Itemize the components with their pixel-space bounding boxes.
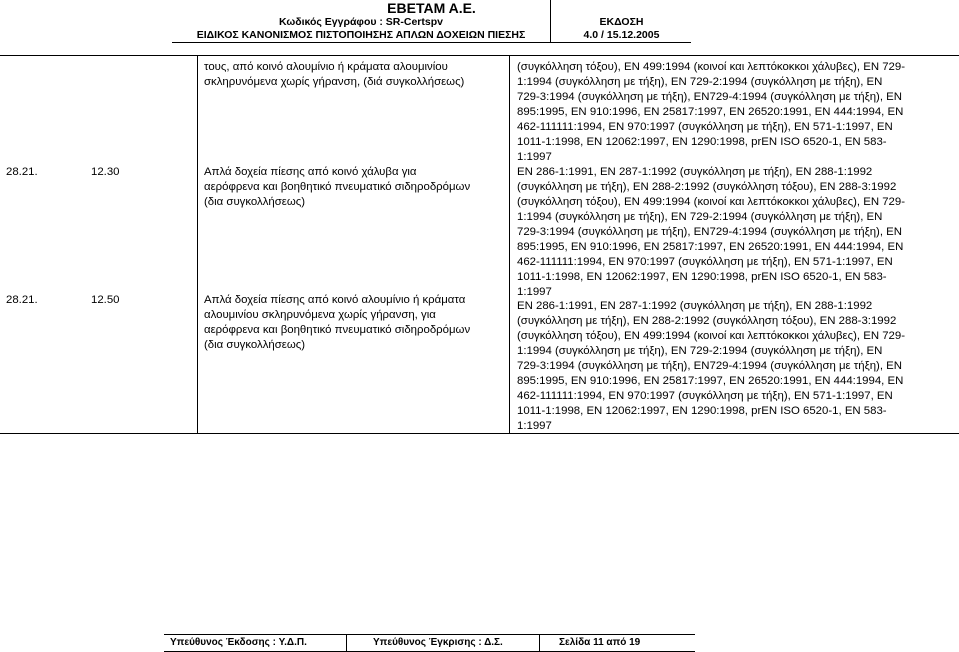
header-edition-info bbox=[550, 0, 692, 42]
standards-line: 462-111111:1994, EN 970:1997 (συγκόλληση με τήξη), EN 571-1:1997, EN bbox=[517, 390, 893, 402]
description-line: Απλά δοχεία πίεσης από κοινό χάλυβα για bbox=[204, 166, 417, 178]
code-suffix: 12.50 bbox=[91, 294, 120, 306]
standards-line: 1011-1:1998, EN 12062:1997, EN 1290:1998, prEN ISO 6520-1, EN 583- bbox=[517, 271, 887, 283]
standards-line: 1:1997 bbox=[517, 286, 552, 298]
standards-line: 895:1995, EN 910:1996, EN 25817:1997, EN 26520:1991, EN 444:1994, EN bbox=[517, 106, 904, 118]
company-title: ΕΒΕΤΑΜ Α.Ε. bbox=[387, 0, 476, 16]
standards-line: 1:1994 (συγκόλληση με τήξη), EN 729-2:1994 (συγκόλληση με τήξη), EN bbox=[517, 211, 883, 223]
description-line: τους, από κοινό αλουμίνιο ή κράματα αλουμινίου bbox=[204, 61, 448, 73]
description-line: (δια συγκολλήσεως) bbox=[204, 339, 306, 351]
standards-line: 729-3:1994 (συγκόλληση με τήξη), EN729-4:1994 (συγκόλληση με τήξη), EN bbox=[517, 360, 903, 372]
standards-line: (συγκόλληση με τήξη), EN 288-2:1992 (συγκόλληση τόξου), EN 288-3:1992 bbox=[517, 315, 897, 327]
standards-line: 729-3:1994 (συγκόλληση με τήξη), EN729-4:1994 (συγκόλληση με τήξη), EN bbox=[517, 226, 903, 238]
code-suffix: 12.30 bbox=[91, 166, 120, 178]
standards-table bbox=[0, 55, 959, 434]
document-code: Κωδικός Εγγράφου : SR-Certspv bbox=[279, 16, 443, 28]
document-footer bbox=[164, 634, 695, 652]
code-prefix: 28.21. bbox=[6, 166, 38, 178]
standards-line: 895:1995, EN 910:1996, EN 25817:1997, EN 26520:1991, EN 444:1994, EN bbox=[517, 241, 904, 253]
standards-line: 895:1995, EN 910:1996, EN 25817:1997, EN 26520:1991, EN 444:1994, EN bbox=[517, 375, 904, 387]
description-line: αλουμινίου σκληρυνόμενα χωρίς γήρανση, για bbox=[204, 309, 436, 321]
column-divider bbox=[509, 56, 510, 433]
code-prefix: 28.21. bbox=[6, 294, 38, 306]
document-name: ΕΙΔΙΚΟΣ ΚΑΝΟΝΙΣΜΟΣ ΠΙΣΤΟΠΟΙΗΣΗΣ ΑΠΛΩΝ ΔΟΧΕΙΩΝ ΠΙΕΣΗΣ bbox=[196, 29, 526, 41]
footer-approver: Υπεύθυνος Έγκρισης : Δ.Σ. bbox=[373, 637, 503, 648]
header-document-info bbox=[172, 0, 550, 42]
standards-line: 729-3:1994 (συγκόλληση με τήξη), EN729-4:1994 (συγκόλληση με τήξη), EN bbox=[517, 91, 903, 103]
standards-line: (συγκόλληση με τήξη), EN 288-2:1992 (συγκόλληση τόξου), EN 288-3:1992 bbox=[517, 181, 897, 193]
description-line: σκληρυνόμενα χωρίς γήρανση, (διά συγκολλήσεως) bbox=[204, 76, 465, 88]
standards-line: 1011-1:1998, EN 12062:1997, EN 1290:1998, prEN ISO 6520-1, EN 583- bbox=[517, 405, 887, 417]
standards-line: (συγκόλληση τόξου), EN 499:1994 (κοινοί και λεπτόκοκκοι χάλυβες), EN 729- bbox=[517, 196, 906, 208]
standards-line: 1:1994 (συγκόλληση με τήξη), EN 729-2:1994 (συγκόλληση με τήξη), EN bbox=[517, 76, 883, 88]
description-line: Απλά δοχεία πίεσης από κοινό αλουμίνιο ή κράματα bbox=[204, 294, 466, 306]
description-line: (δια συγκολλήσεως) bbox=[204, 196, 306, 208]
standards-line: (συγκόλληση τόξου), EN 499:1994 (κοινοί και λεπτόκοκκοι χάλυβες), EN 729- bbox=[517, 330, 906, 342]
footer-divider bbox=[539, 635, 540, 651]
standards-line: EN 286-1:1991, EN 287-1:1992 (συγκόλληση με τήξη), EN 288-1:1992 bbox=[517, 166, 873, 178]
standards-line: 1:1994 (συγκόλληση με τήξη), EN 729-2:1994 (συγκόλληση με τήξη), EN bbox=[517, 345, 883, 357]
description-line: αερόφρενα και βοηθητικό πνευματικό σιδηροδρόμων bbox=[204, 324, 471, 336]
standards-line: 1:1997 bbox=[517, 151, 552, 163]
standards-line: 462-111111:1994, EN 970:1997 (συγκόλληση με τήξη), EN 571-1:1997, EN bbox=[517, 121, 893, 133]
edition-label: ΕΚΔΟΣΗ bbox=[599, 16, 644, 28]
footer-page-number: Σελίδα 11 από 19 bbox=[559, 637, 641, 648]
standards-line: 462-111111:1994, EN 970:1997 (συγκόλληση με τήξη), EN 571-1:1997, EN bbox=[517, 256, 893, 268]
column-divider bbox=[197, 56, 198, 433]
standards-line: 1011-1:1998, EN 12062:1997, EN 1290:1998, prEN ISO 6520-1, EN 583- bbox=[517, 136, 887, 148]
footer-divider bbox=[346, 635, 347, 651]
standards-line: 1:1997 bbox=[517, 420, 552, 432]
standards-line: (συγκόλληση τόξου), EN 499:1994 (κοινοί και λεπτόκοκκοι χάλυβες), EN 729- bbox=[517, 61, 906, 73]
document-header bbox=[172, 0, 691, 43]
standards-line: EN 286-1:1991, EN 287-1:1992 (συγκόλληση με τήξη), EN 288-1:1992 bbox=[517, 300, 873, 312]
footer-issuer: Υπεύθυνος Έκδοσης : Υ.Δ.Π. bbox=[170, 637, 307, 648]
edition-value: 4.0 / 15.12.2005 bbox=[583, 29, 660, 41]
description-line: αερόφρενα και βοηθητικό πνευματικό σιδηροδρόμων bbox=[204, 181, 471, 193]
